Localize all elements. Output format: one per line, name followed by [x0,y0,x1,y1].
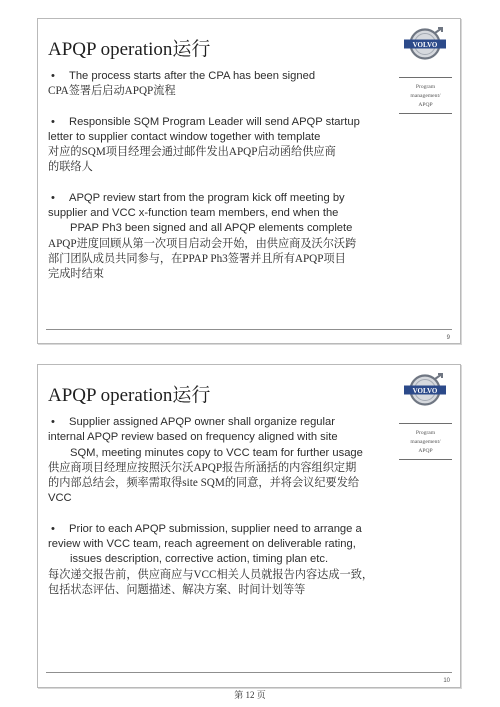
footer-divider [46,329,452,330]
slide-page-number: 9 [446,335,450,341]
bullet-item: • Supplier assigned APQP owner shall organize regular internal APQP review based on frequency aligned with site SQM, meeting minutes copy to VCC team for further usage 供应商项目经理应按照沃尔沃APQP报告所涵括的内容组织定期 的内部总结会，频率需取得site SQM的同意，并将会议纪要发给 VCC [48,415,398,507]
slide-content [48,69,398,298]
slide-9 [37,18,461,344]
slide-page-number: 10 [443,678,450,684]
slide-title: APQP operation运行 [48,39,211,60]
bullet-item: • Prior to each APQP submission, supplier need to arrange a review with VCC team, reach agreement on deliverable rating, issues description, corrective action, timing plan etc. 每次递交报告前，供应商应与VCC相关人员就报告内容达成一致， 包括状态评估、问题描述、解决方案、时间计划等等 [48,522,398,598]
bullet-item: • APQP review start from the program kick off meeting by supplier and VCC x-function team members, end when the PPAP Ph3 been signed and all APQP elements complete APQP进度回顾从第一次项目启动会开始，由供应商及沃尔沃跨 部门团队成员共同参与，在PPAP Ph3签署并且所有APQP项目 完成时结束 [48,191,398,283]
logo-text: VOLVO [412,387,438,395]
slide-title: APQP operation运行 [48,385,211,406]
footer-divider [46,672,452,673]
sidebar-section-label: Program management/ APQP [399,77,452,114]
volvo-logo-icon [402,27,448,61]
logo-text: VOLVO [412,41,438,49]
sidebar-section-label: Program management/ APQP [399,423,452,460]
document-page-label: 第 12 页 [234,690,266,700]
bullet-item: • The process starts after the CPA has been signed CPA签署后启动APQP流程 [48,69,398,100]
bullet-item: • Responsible SQM Program Leader will send APQP startup letter to supplier contact window together with template 对应的SQM项目经理会通过邮件发出APQP启动函给供应商 的联络人 [48,115,398,176]
slide-content [48,415,398,613]
slide-10 [37,364,461,688]
volvo-logo-icon [402,373,448,407]
